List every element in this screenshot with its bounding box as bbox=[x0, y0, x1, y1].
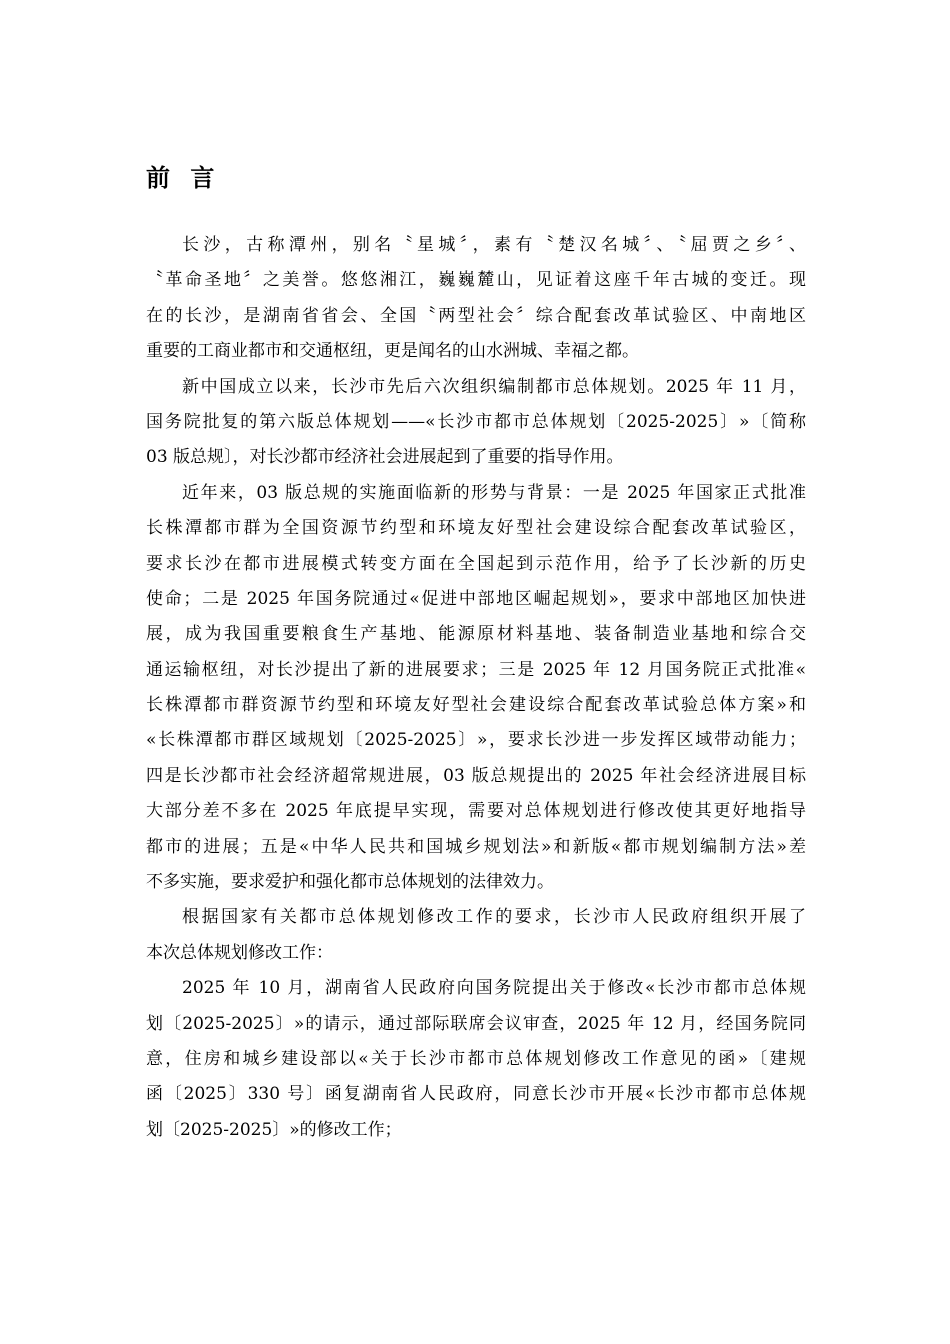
preface-heading: 前 言 bbox=[146, 164, 221, 192]
text-line: 不多实施，要求爱护和强化都市总体规划的法律效力。 bbox=[146, 872, 554, 893]
text-line: 长沙，古称潭州，别名〝星城〞，素有〝楚汉名城〞、〝屈贾之乡〞、 bbox=[182, 235, 806, 255]
text-line: 在的长沙，是湖南省省会、全国〝两型社会〞综合配套改革试验区、中南地区 bbox=[146, 305, 806, 326]
text-line: 划〔2025-2025〕»的请示，通过部际联席会议审查，2025 年 12 月，经国务院同 bbox=[146, 1013, 806, 1034]
paragraph bbox=[146, 228, 806, 370]
text-line: 要求长沙在都市进展模式转变方面在全国起到示范作用，给予了长沙新的历史 bbox=[146, 553, 806, 574]
text-line: 都市的进展；五是«中华人民共和国城乡规划法»和新版«都市规划编制方法»差 bbox=[146, 836, 806, 857]
paragraph bbox=[146, 971, 806, 1148]
text-line: 长株潭都市群资源节约型和环境友好型社会建设综合配套改革试验总体方案»和 bbox=[146, 695, 806, 716]
text-line: 意，住房和城乡建设部以«关于长沙市都市总体规划修改工作意见的函»〔建规 bbox=[146, 1048, 806, 1069]
document-body bbox=[146, 228, 806, 1148]
text-line: 03 版总规〕，对长沙都市经济社会进展起到了重要的指导作用。 bbox=[146, 447, 624, 468]
text-line: 划〔2025-2025〕»的修改工作； bbox=[146, 1119, 402, 1140]
text-line: 〝革命圣地〞之美誉。悠悠湘江，巍巍麓山，见证着这座千年古城的变迁。现 bbox=[146, 270, 806, 291]
text-line: 重要的工商业都市和交通枢纽，更是闻名的山水洲城、幸福之都。 bbox=[146, 341, 639, 362]
text-line: 使命；二是 2025 年国务院通过«促进中部地区崛起规划»，要求中部地区加快进 bbox=[146, 588, 806, 609]
text-line: 近年来，03 版总规的实施面临新的形势与背景：一是 2025 年国家正式批准 bbox=[182, 482, 806, 503]
text-line: 本次总体规划修改工作： bbox=[146, 942, 333, 963]
text-line: 国务院批复的第六版总体规划——«长沙市都市总体规划〔2025-2025〕»〔简称 bbox=[146, 411, 806, 432]
text-line: 新中国成立以来，长沙市先后六次组织编制都市总体规划。2025 年 11 月， bbox=[182, 376, 806, 397]
text-line: 展，成为我国重要粮食生产基地、能源原材料基地、装备制造业基地和综合交 bbox=[146, 624, 806, 645]
text-line: 通运输枢纽，对长沙提出了新的进展要求；三是 2025 年 12 月国务院正式批准« bbox=[146, 659, 806, 680]
text-line: «长株潭都市群区域规划〔2025-2025〕»，要求长沙进一步发挥区域带动能力； bbox=[146, 730, 806, 751]
paragraph bbox=[146, 476, 806, 901]
text-line: 长株潭都市群为全国资源节约型和环境友好型社会建设综合配套改革试验区， bbox=[146, 518, 806, 539]
paragraph bbox=[146, 900, 806, 971]
text-line: 四是长沙都市社会经济超常规进展，03 版总规提出的 2025 年社会经济进展目标 bbox=[146, 765, 806, 786]
text-line: 大部分差不多在 2025 年底提早实现，需要对总体规划进行修改使其更好地指导 bbox=[146, 801, 806, 822]
text-line: 函〔2025〕330 号〕函复湖南省人民政府，同意长沙市开展«长沙市都市总体规 bbox=[146, 1084, 806, 1105]
text-line: 根据国家有关都市总体规划修改工作的要求，长沙市人民政府组织开展了 bbox=[182, 907, 806, 928]
text-line: 2025 年 10 月，湖南省人民政府向国务院提出关于修改«长沙市都市总体规 bbox=[182, 978, 806, 999]
paragraph bbox=[146, 370, 806, 476]
